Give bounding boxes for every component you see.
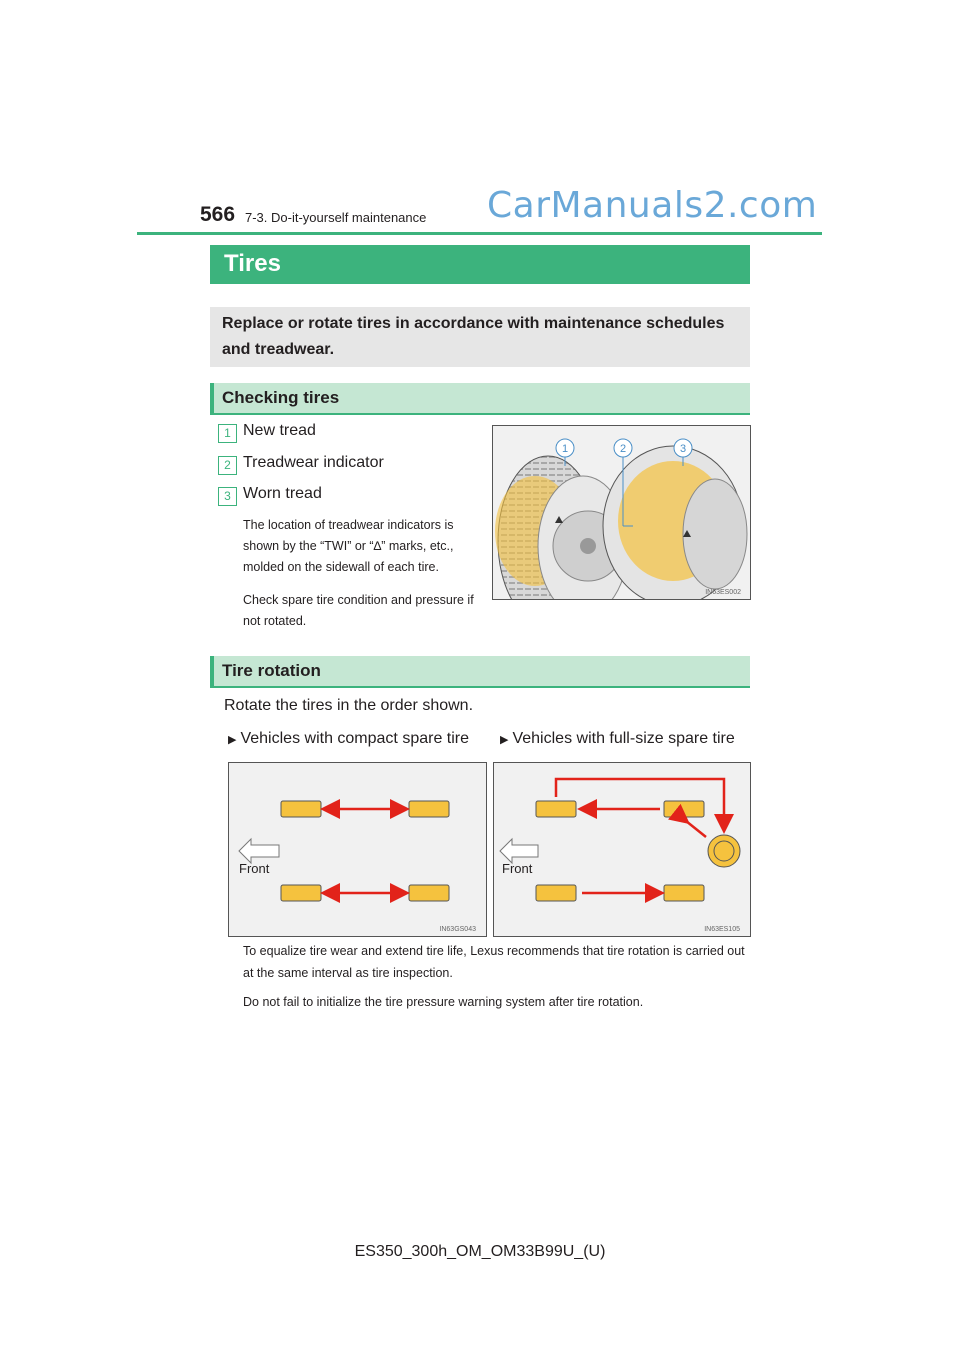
watermark: CarManuals2.com <box>487 185 818 226</box>
front-label: Front <box>239 861 270 876</box>
figure-code: IN63ES002 <box>705 589 741 596</box>
fullsize-spare-label <box>500 730 735 748</box>
item-number-1: 1 <box>218 424 237 443</box>
item-treadwear-indicator: Treadwear indicator <box>243 454 384 471</box>
fullsize-spare-text: Vehicles with full-size spare tire <box>512 730 735 747</box>
front-label: Front <box>502 861 533 876</box>
tire-tread-illustration <box>492 425 751 600</box>
figure-code: IN63ES105 <box>704 926 740 933</box>
tire-rear-right <box>664 885 704 901</box>
page-number: 566 <box>200 203 236 226</box>
page-title: Tires <box>224 250 281 277</box>
twi-note: The location of treadwear indicators is shown by the “TWI” or “∆” marks, etc., molded on the sidewall of each tire. <box>243 518 454 574</box>
svg-text:2: 2 <box>619 443 627 455</box>
tire-front-left <box>281 801 321 817</box>
tire-rotation-heading: Tire rotation <box>222 661 321 680</box>
item-number-3: 3 <box>218 487 237 506</box>
rotation-note-tpws: Do not fail to initialize the tire pressure warning system after tire rotation. <box>243 995 644 1009</box>
front-arrow-icon <box>500 839 538 863</box>
figure-code: IN63GS043 <box>439 926 476 933</box>
front-arrow-icon <box>239 839 279 863</box>
tire-front-left <box>536 801 576 817</box>
tire-front-right <box>536 885 576 901</box>
rotation-intro: Rotate the tires in the order shown. <box>224 697 474 714</box>
rotation-note-interval: To equalize tire wear and extend tire life, Lexus recommends that tire rotation is carried out at the same interval as tire inspection. <box>243 944 745 980</box>
section-label: 7-3. Do-it-yourself maintenance <box>245 210 427 225</box>
tire-rear-right <box>409 885 449 901</box>
title-bar <box>210 245 750 284</box>
callout-2 <box>614 439 632 457</box>
item-number-2: 2 <box>218 456 237 475</box>
compact-spare-label <box>228 730 469 748</box>
rotation-arrow-spare-to-rear <box>686 821 706 837</box>
item-worn-tread: Worn tread <box>243 485 322 502</box>
intro-text: Replace or rotate tires in accordance with maintenance schedules and treadwear. <box>222 315 725 358</box>
callout-1 <box>556 439 574 457</box>
header-rule <box>137 232 822 235</box>
compact-rotation-diagram <box>228 762 487 937</box>
tire-front-right <box>281 885 321 901</box>
svg-text:1: 1 <box>561 443 569 455</box>
tire-rear-left <box>664 801 704 817</box>
tire-rear-left <box>409 801 449 817</box>
callout-3 <box>674 439 692 457</box>
svg-text:3: 3 <box>679 443 687 455</box>
item-new-tread: New tread <box>243 422 316 439</box>
footer-code: ES350_300h_OM_OM33B99U_(U) <box>354 1243 606 1260</box>
compact-spare-text: Vehicles with compact spare tire <box>240 730 470 747</box>
spare-note: Check spare tire condition and pressure if not rotated. <box>243 593 474 628</box>
worn-tire-icon <box>603 446 747 599</box>
fullsize-rotation-diagram <box>493 762 751 937</box>
checking-tires-heading: Checking tires <box>222 388 340 407</box>
triangle-bullet-icon: ▶ <box>500 734 509 746</box>
triangle-bullet-icon: ▶ <box>228 734 237 746</box>
